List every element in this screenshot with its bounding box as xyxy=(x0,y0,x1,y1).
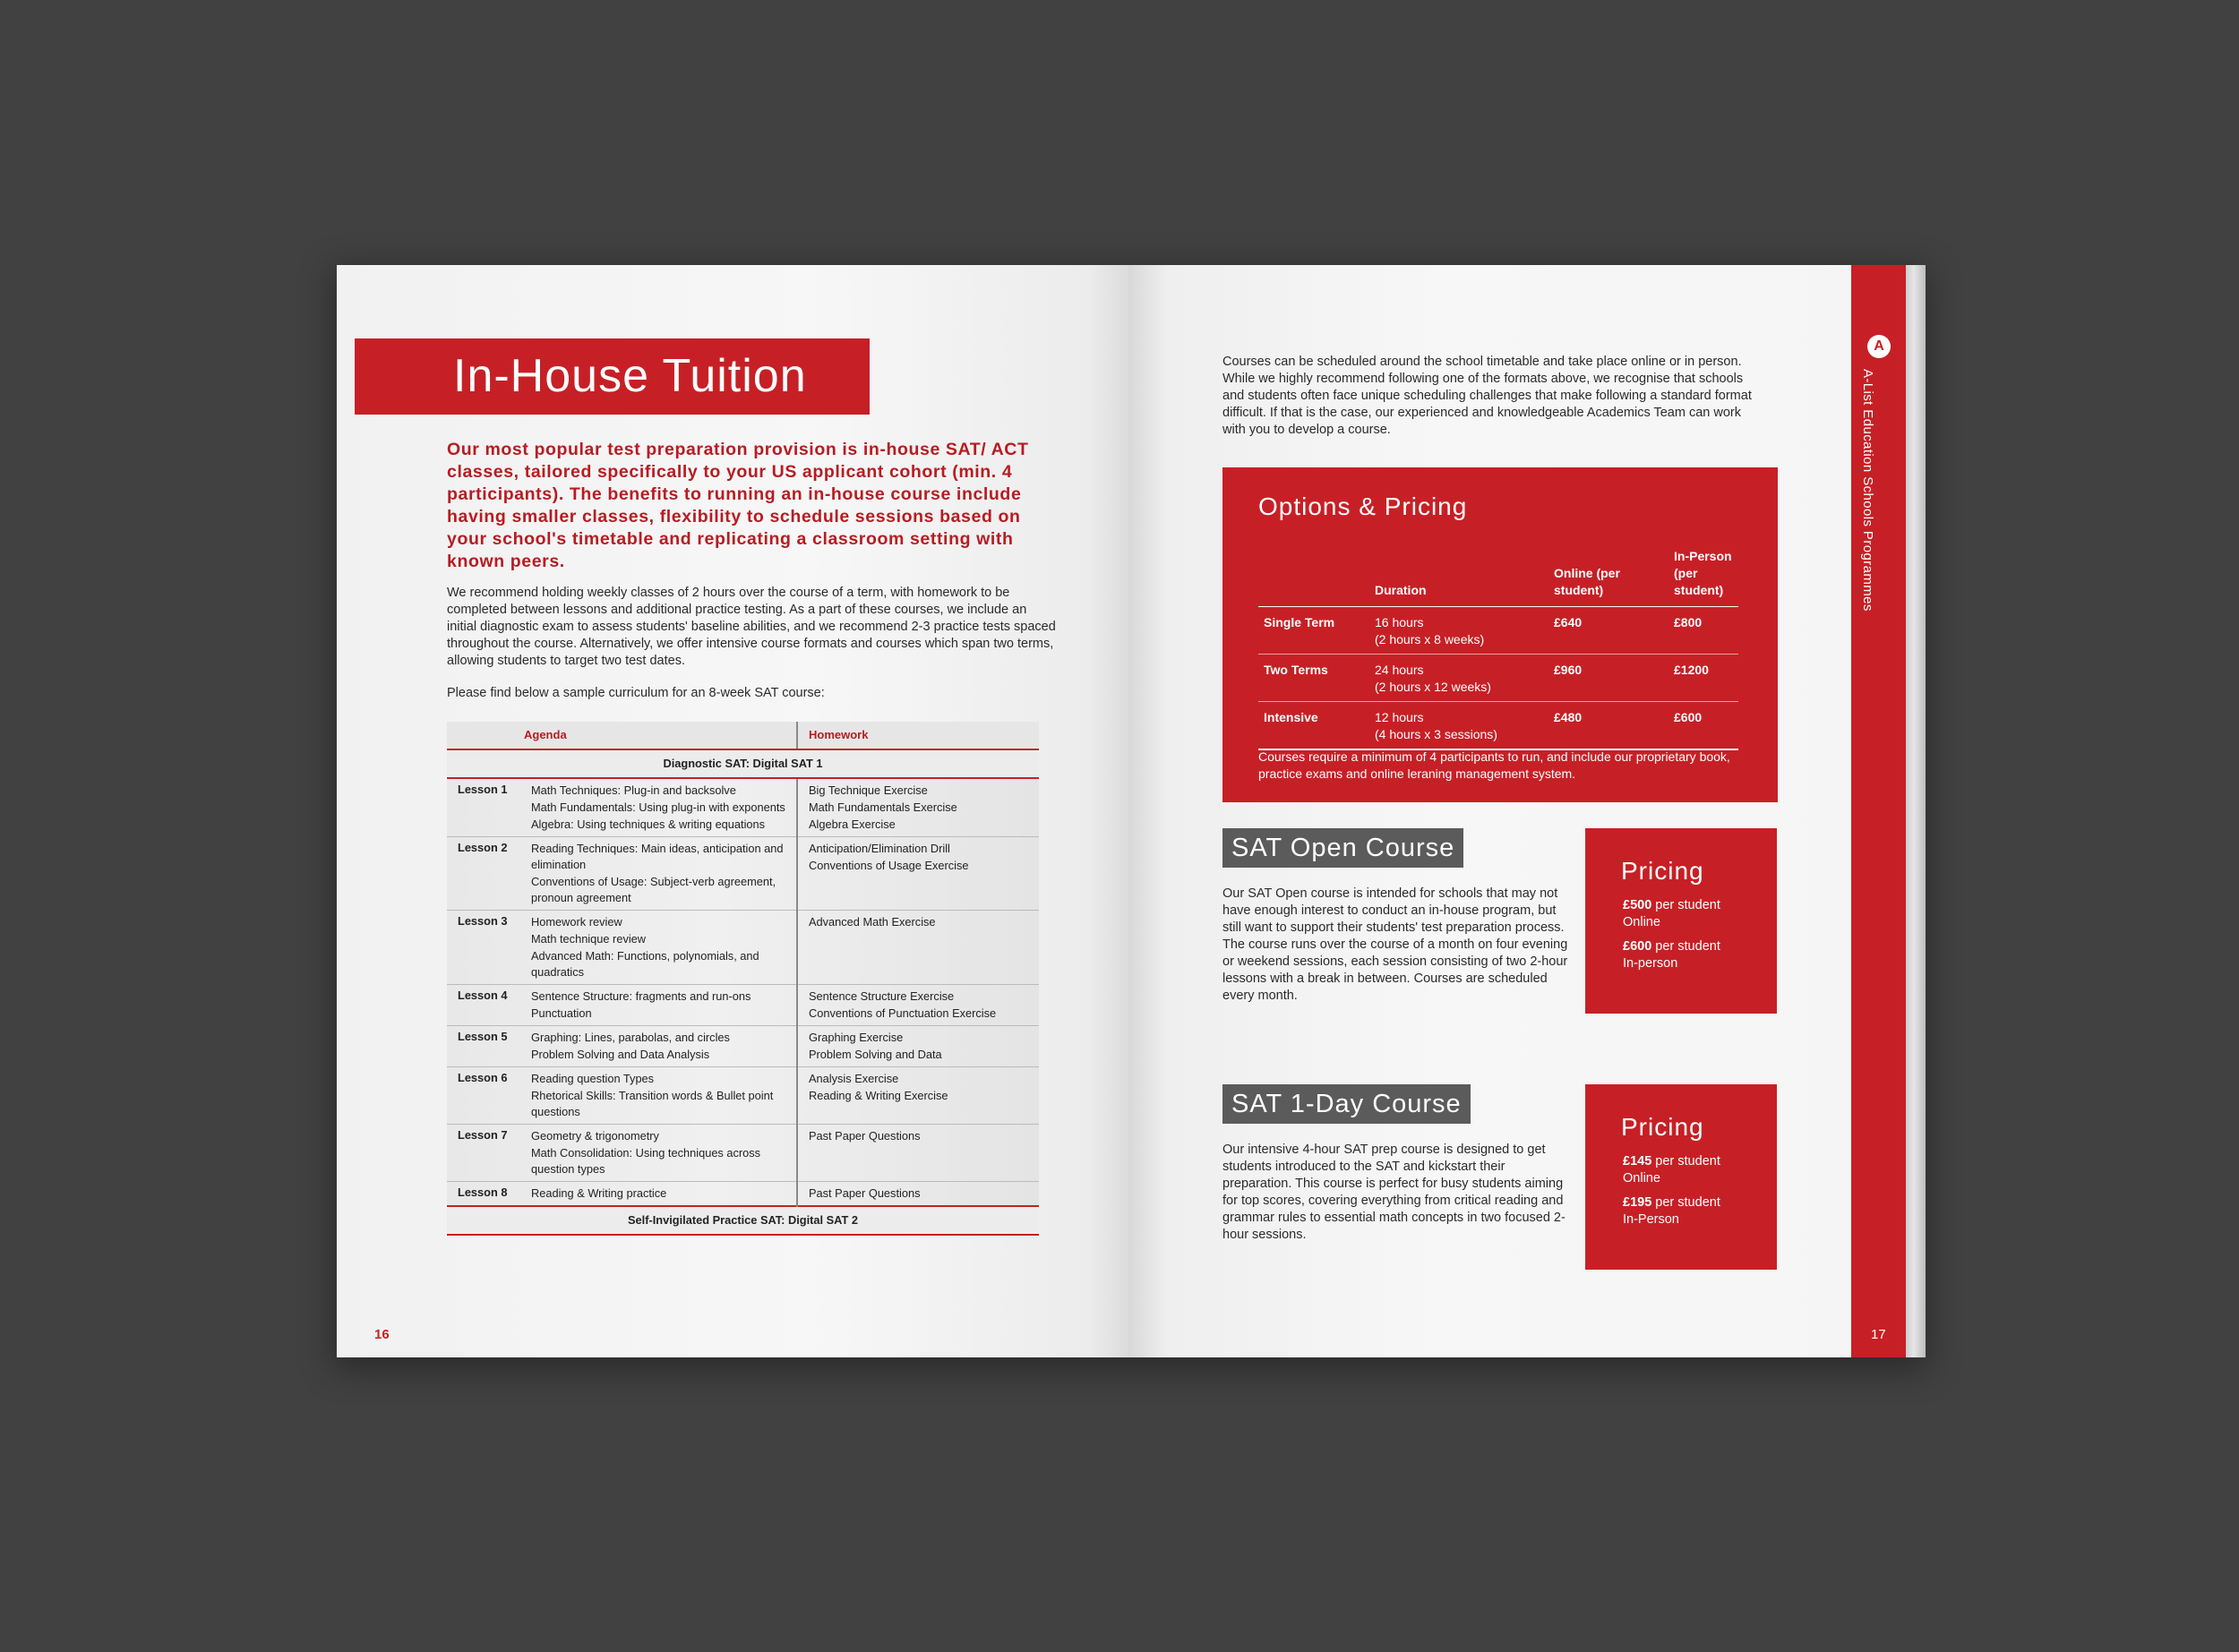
agenda-item: Sentence Structure: fragments and run-ons xyxy=(531,989,751,1003)
curriculum-intro: Please find below a sample curriculum for an 8-week SAT course: xyxy=(447,686,825,700)
agenda-item: Rhetorical Skills: Transition words & Bullet point questions xyxy=(531,1089,774,1118)
pricing-row xyxy=(1258,655,1738,702)
lesson-homework xyxy=(797,1182,1039,1207)
online-price: £640 xyxy=(1548,607,1669,655)
agenda-item: Reading Techniques: Main ideas, anticipation and elimination xyxy=(531,842,784,871)
day-course-text: Our intensive 4-hour SAT prep course is designed to get students introduced to the SAT and kickstart their preparation. This course is perfect for busy students aiming for top scores, covering everything from critical reading and grammar rules to essential math concepts in two focused 2-hour sessions. xyxy=(1222,1143,1566,1242)
homework-item: Anticipation/Elimination Drill xyxy=(809,842,950,855)
day-course-heading: SAT 1-Day Course xyxy=(1222,1084,1471,1124)
open-price-inperson: £600 per student In-person xyxy=(1623,939,1720,971)
homework-item: Reading & Writing Exercise xyxy=(809,1089,948,1102)
agenda-item: Geometry & trigonometry xyxy=(531,1129,659,1143)
agenda-item: Algebra: Using techniques & writing equations xyxy=(531,817,766,831)
inperson-price: £800 xyxy=(1669,607,1738,655)
online-header: Online (per student) xyxy=(1548,546,1669,607)
homework-item: Analysis Exercise xyxy=(809,1072,899,1085)
inperson-header: In-Person (per student) xyxy=(1669,546,1738,607)
duration-hours: 16 hours xyxy=(1375,615,1424,629)
agenda-item: Homework review xyxy=(531,915,622,929)
inperson-price: £600 xyxy=(1669,702,1738,750)
online-price: £480 xyxy=(1548,702,1669,750)
lesson-label: Lesson 6 xyxy=(447,1067,526,1125)
practice-sat-row: Self-Invigilated Practice SAT: Digital SAT 2 xyxy=(447,1206,1039,1235)
pricing-row xyxy=(1258,607,1738,655)
pricing-row xyxy=(1258,702,1738,750)
homework-item: Past Paper Questions xyxy=(809,1186,921,1200)
agenda-item: Math Techniques: Plug-in and backsolve xyxy=(531,783,736,797)
lesson-label: Lesson 4 xyxy=(447,985,526,1026)
duration-hours: 24 hours xyxy=(1375,663,1424,677)
page-title: In-House Tuition xyxy=(355,338,870,415)
agenda-item: Math technique review xyxy=(531,932,647,946)
day-price-inperson: £195 per student In-Person xyxy=(1623,1195,1720,1227)
open-price-online: £500 per student Online xyxy=(1623,898,1720,929)
option-duration xyxy=(1369,702,1548,750)
day-pricing-title: Pricing xyxy=(1621,1113,1704,1141)
lesson-label: Lesson 7 xyxy=(447,1125,526,1182)
homework-item: Past Paper Questions xyxy=(809,1129,921,1143)
agenda-item: Math Fundamentals: Using plug-in with exponents xyxy=(531,800,785,814)
lesson-agenda xyxy=(526,911,797,985)
day-course-pricing-box xyxy=(1585,1084,1777,1270)
option-duration xyxy=(1369,655,1548,702)
lesson-homework xyxy=(797,1067,1039,1125)
options-pricing-box xyxy=(1222,467,1778,802)
homework-item: Math Fundamentals Exercise xyxy=(809,800,957,814)
open-course-heading: SAT Open Course xyxy=(1222,828,1463,868)
option-name: Intensive xyxy=(1258,702,1369,750)
homework-item: Sentence Structure Exercise xyxy=(809,989,955,1003)
homework-item: Graphing Exercise xyxy=(809,1031,904,1044)
agenda-item: Reading question Types xyxy=(531,1072,655,1085)
duration-detail: (4 hours x 3 sessions) xyxy=(1375,727,1497,741)
lesson-agenda xyxy=(526,778,797,837)
lesson-label: Lesson 3 xyxy=(447,911,526,985)
homework-item: Advanced Math Exercise xyxy=(809,915,936,929)
table-row xyxy=(447,1067,1039,1125)
homework-item: Big Technique Exercise xyxy=(809,783,928,797)
table-row xyxy=(447,1125,1039,1182)
lesson-agenda xyxy=(526,1125,797,1182)
curriculum-table xyxy=(447,722,1039,1236)
agenda-item: Punctuation xyxy=(531,1006,592,1020)
lesson-homework xyxy=(797,985,1039,1026)
lesson-homework xyxy=(797,911,1039,985)
open-course-text: Our SAT Open course is intended for schools that may not have enough interest to conduct an in-house program, but still want to support their students' test preparation process. The course runs over the course of a month on four evening or weekend sessions, each session consisting of two 2-hour lessons with a break in between. Courses are scheduled every month. xyxy=(1222,886,1568,1003)
table-row xyxy=(447,985,1039,1026)
table-row xyxy=(447,778,1039,837)
duration-detail: (2 hours x 12 weeks) xyxy=(1375,680,1491,694)
page-edge xyxy=(1906,265,1926,1357)
side-strip-label: A-List Education Schools Programmes xyxy=(1860,369,1875,612)
option-name: Two Terms xyxy=(1258,655,1369,702)
duration-detail: (2 hours x 8 weeks) xyxy=(1375,632,1485,646)
lesson-homework xyxy=(797,1125,1039,1182)
table-row xyxy=(447,911,1039,985)
day-price-online: £145 per student Online xyxy=(1623,1154,1720,1186)
lesson-agenda xyxy=(526,985,797,1026)
duration-hours: 12 hours xyxy=(1375,710,1424,724)
options-note: Courses require a minimum of 4 participants to run, and include our proprietary book, practice exams and online leraning management system. xyxy=(1258,749,1730,781)
page-number-left: 16 xyxy=(374,1327,390,1342)
lesson-label: Lesson 2 xyxy=(447,837,526,911)
lesson-label: Lesson 5 xyxy=(447,1026,526,1067)
scheduling-paragraph: Courses can be scheduled around the school timetable and take place online or in person. While we highly recommend following one of the formats above, we recognise that schools and students often face unique scheduling challenges that make following a standard format difficult. If that is the case, our experienced and knowledgeable Academics Team can work with you to develop a course. xyxy=(1222,355,1752,437)
page-number-right: 17 xyxy=(1871,1327,1886,1342)
homework-item: Conventions of Usage Exercise xyxy=(809,859,969,872)
agenda-item: Graphing: Lines, parabolas, and circles xyxy=(531,1031,730,1044)
option-duration xyxy=(1369,607,1548,655)
agenda-item: Advanced Math: Functions, polynomials, and quadratics xyxy=(531,949,759,979)
inperson-price: £1200 xyxy=(1669,655,1738,702)
lesson-homework xyxy=(797,1026,1039,1067)
table-row xyxy=(447,1026,1039,1067)
lesson-agenda xyxy=(526,1182,797,1207)
homework-item: Conventions of Punctuation Exercise xyxy=(809,1006,997,1020)
logo-icon: A xyxy=(1867,335,1891,358)
diagnostic-row: Diagnostic SAT: Digital SAT 1 xyxy=(447,749,1039,778)
agenda-item: Math Consolidation: Using techniques across question types xyxy=(531,1146,761,1176)
agenda-item: Reading & Writing practice xyxy=(531,1186,667,1200)
options-pricing-table xyxy=(1258,546,1738,750)
table-row xyxy=(447,837,1039,911)
lesson-agenda xyxy=(526,837,797,911)
open-course-pricing-box xyxy=(1585,828,1777,1014)
lesson-agenda xyxy=(526,1067,797,1125)
lesson-label: Lesson 8 xyxy=(447,1182,526,1207)
lesson-homework xyxy=(797,778,1039,837)
homework-header: Homework xyxy=(797,722,1039,749)
lesson-agenda xyxy=(526,1026,797,1067)
option-name: Single Term xyxy=(1258,607,1369,655)
online-price: £960 xyxy=(1548,655,1669,702)
open-pricing-title: Pricing xyxy=(1621,857,1704,885)
intro-paragraph: We recommend holding weekly classes of 2 hours over the course of a term, with homework to be completed between lessons and additional practice testing. As a part of these courses, we include an initial diagnostic exam to assess students' baseline abilities, and we recommend 2-3 practice tests spaced throughout the course. Alternatively, we offer intensive course formats and courses which span two terms, allowing students to target two test dates. xyxy=(447,586,1056,668)
table-row xyxy=(447,1182,1039,1207)
homework-item: Algebra Exercise xyxy=(809,817,896,831)
agenda-item: Problem Solving and Data Analysis xyxy=(531,1048,710,1061)
duration-header: Duration xyxy=(1369,546,1548,607)
options-title: Options & Pricing xyxy=(1258,492,1468,520)
lead-paragraph: Our most popular test preparation provision is in-house SAT/ ACT classes, tailored specifically to your US applicant cohort (min. 4 participants). The benefits to running an in-house course include having smaller classes, flexibility to schedule sessions based on your school's timetable and replicating a classroom setting with known peers. xyxy=(447,440,1029,571)
homework-item: Problem Solving and Data xyxy=(809,1048,942,1061)
lesson-label: Lesson 1 xyxy=(447,778,526,837)
agenda-item: Conventions of Usage: Subject-verb agreement, pronoun agreement xyxy=(531,875,776,904)
lesson-homework xyxy=(797,837,1039,911)
agenda-header: Agenda xyxy=(447,722,797,749)
